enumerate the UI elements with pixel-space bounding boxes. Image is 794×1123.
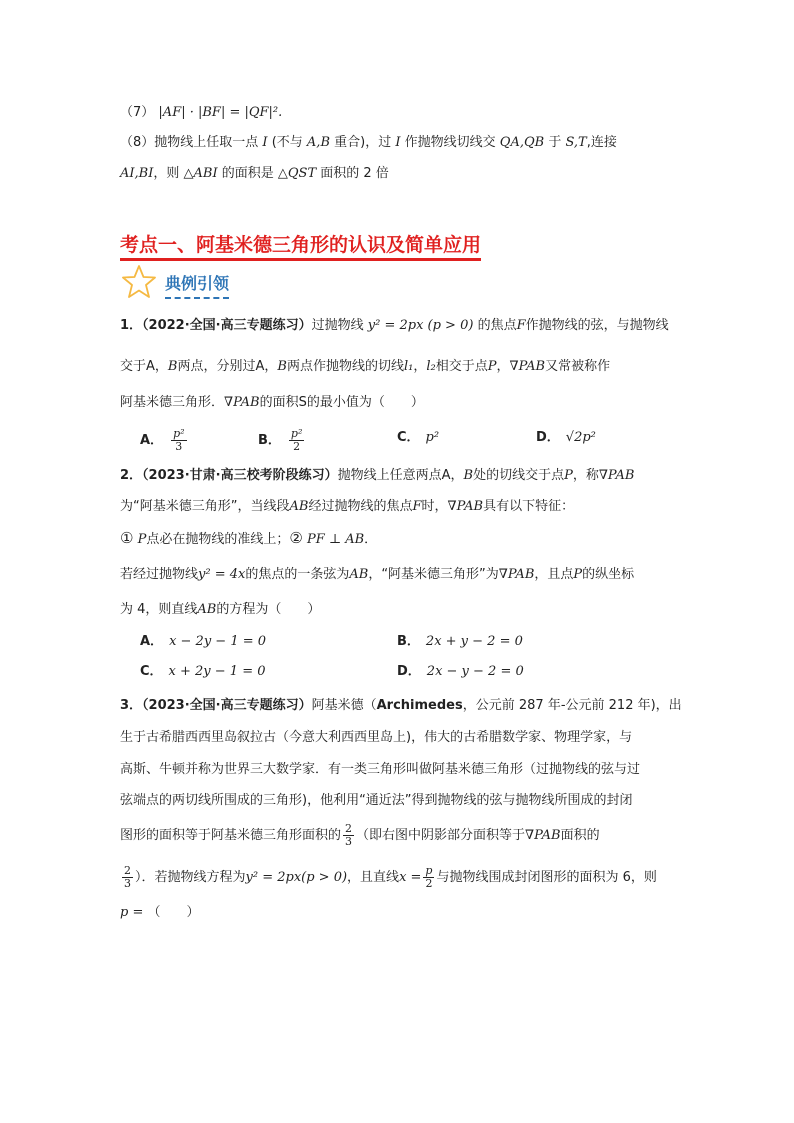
option-letter: B． xyxy=(258,433,281,448)
math: ∇PAB xyxy=(447,499,484,514)
text: 的焦点的一条弦为 xyxy=(245,567,350,582)
star-icon xyxy=(120,264,158,300)
math: PF ⊥ AB xyxy=(306,532,365,547)
text: 为“阿基米德三角形”，当线段 xyxy=(120,499,290,514)
math: AB xyxy=(197,602,217,617)
option-value: 2x + y − 2 = 0 xyxy=(425,634,523,649)
denominator: 3 xyxy=(124,877,131,890)
option-letter: D． xyxy=(397,664,421,679)
math: I xyxy=(262,135,268,150)
math: ∇PAB xyxy=(224,395,260,410)
text: 作抛物线的弦，与抛物线 xyxy=(525,318,669,333)
item-8-line-1 xyxy=(120,133,617,153)
q1-option-d[interactable] xyxy=(536,428,596,448)
text: 又常被称作 xyxy=(545,359,611,374)
q1-option-a[interactable] xyxy=(140,428,189,453)
text: 作抛物线切线交 xyxy=(404,135,496,150)
text: (不与 xyxy=(271,135,303,150)
math: AB xyxy=(289,499,309,514)
text: 两点作抛物线的切线 xyxy=(286,359,404,374)
q2-line-5 xyxy=(120,600,320,620)
math: ∇PAB xyxy=(525,828,561,843)
math: P xyxy=(487,359,497,374)
math: l₁ xyxy=(403,359,414,374)
math: AI,BI xyxy=(120,166,154,181)
option-letter: B． xyxy=(397,634,420,649)
text: ，“阿基米德三角形”为 xyxy=(368,567,499,582)
option-letter: C． xyxy=(140,664,163,679)
q2-line-4 xyxy=(120,565,634,585)
math: p = xyxy=(120,905,144,920)
text: Archimedes xyxy=(376,698,463,713)
text: ，且点 xyxy=(534,567,574,582)
text: 阿基米德（ xyxy=(311,698,377,713)
text: ，则 xyxy=(153,166,180,181)
q2-option-b[interactable] xyxy=(397,632,523,652)
q3-line-1 xyxy=(120,696,682,716)
math: △QST xyxy=(277,166,317,181)
q3-number: 3． xyxy=(120,698,143,713)
math: B xyxy=(167,359,178,374)
math: ∇PAB xyxy=(509,359,546,374)
option-value: x − 2y − 1 = 0 xyxy=(169,634,267,649)
item-8-line-2 xyxy=(120,164,389,184)
numerator: p² xyxy=(290,427,303,440)
text: 面积的 2 倍 xyxy=(320,166,389,181)
sample-label: 典例引领 xyxy=(165,271,229,299)
numerator: p² xyxy=(173,427,185,440)
math: B xyxy=(277,359,287,374)
text: （即右图中阴影部分面积等于 xyxy=(356,828,526,843)
math: I xyxy=(395,135,401,150)
text: 为 4，则直线 xyxy=(120,602,198,617)
option-letter: A． xyxy=(140,433,164,448)
math: ∇PAB xyxy=(498,567,535,582)
text: 过抛物线 xyxy=(311,318,364,333)
option-letter: A． xyxy=(140,634,164,649)
text: （8）抛物线上任取一点 xyxy=(120,135,259,150)
text: ，称 xyxy=(572,468,599,483)
numerator: 2 xyxy=(345,822,353,835)
text: 图形的面积等于阿基米德三角形面积的 xyxy=(120,828,342,843)
item-7-formula: |AF| · |BF| = |QF|². xyxy=(158,105,283,120)
text: ，且直线 xyxy=(347,870,400,885)
option-letter: C． xyxy=(397,430,420,445)
option-value: x + 2y − 1 = 0 xyxy=(168,664,266,679)
q2-option-d[interactable] xyxy=(397,662,524,682)
option-value: √2p² xyxy=(565,430,596,445)
q2-source: （2023·甘肃·高三校考阶段练习） xyxy=(142,468,338,483)
math: ∇PAB xyxy=(598,468,635,483)
denominator: 2 xyxy=(293,440,301,453)
q3-line-6 xyxy=(120,865,657,890)
q1-line-3 xyxy=(120,393,424,413)
text: 与抛物线围成封闭图形的面积为 6，则 xyxy=(436,870,657,885)
text: 重合)，过 xyxy=(334,135,392,150)
fraction xyxy=(171,428,186,453)
q2-number: 2． xyxy=(120,468,143,483)
q1-option-c[interactable] xyxy=(397,428,439,448)
math: F xyxy=(412,499,422,514)
q1-number: 1． xyxy=(120,318,143,333)
option-value: p² xyxy=(425,430,440,445)
text: ）．若抛物线方程为 xyxy=(135,870,246,885)
text: 抛物线上任意两点A， xyxy=(337,468,464,483)
text: 的面积是 xyxy=(221,166,274,181)
math: y² = 2px (p > 0) xyxy=(367,318,474,333)
math: B xyxy=(463,468,474,483)
q1-line-2 xyxy=(120,357,610,377)
text: 点必在抛物线的准线上； xyxy=(146,532,290,547)
denominator: 3 xyxy=(345,835,353,848)
section-title: 考点一、阿基米德三角形的认识及简单应用 xyxy=(120,230,481,261)
text: 交于A， xyxy=(120,359,168,374)
text: ． xyxy=(364,532,378,547)
text: （ ） xyxy=(147,905,200,920)
text: 经过抛物线的焦点 xyxy=(308,499,413,514)
math: F xyxy=(516,318,526,333)
q3-line-3: 高斯、牛顿并称为世界三大数学家．有一类三角形叫做阿基米德三角形（过抛物线的弦与过 xyxy=(120,762,641,777)
q2-line-1 xyxy=(120,466,634,486)
fraction xyxy=(423,865,434,890)
q3-line-2: 生于古希腊西西里岛叙拉古（今意大利西西里岛上)，伟大的古希腊数学家、物理学家，与 xyxy=(120,730,633,745)
q1-option-b[interactable] xyxy=(258,428,306,453)
math: S,T xyxy=(565,135,587,150)
math: P xyxy=(564,468,573,483)
q3-source: （2023·全国·高三专题练习） xyxy=(142,698,312,713)
text: 的面积S的最小值为（ ） xyxy=(259,395,424,410)
math: P xyxy=(137,532,147,547)
circled-number: ② xyxy=(289,529,303,547)
text: ， xyxy=(413,359,427,374)
fraction xyxy=(343,823,354,848)
math: x = xyxy=(399,870,422,885)
math: AB xyxy=(349,567,369,582)
text: 的纵坐标 xyxy=(582,567,635,582)
text: 具有以下特征： xyxy=(483,499,575,514)
denominator: 3 xyxy=(175,440,183,453)
text: 两点，分别过A， xyxy=(177,359,278,374)
math: A,B xyxy=(306,135,330,150)
text: 若经过抛物线 xyxy=(120,567,199,582)
q2-line-2 xyxy=(120,497,574,517)
text: ， xyxy=(496,359,510,374)
numerator: 2 xyxy=(124,864,131,877)
math: △ABI xyxy=(183,166,218,181)
q2-option-a[interactable] xyxy=(140,632,266,652)
q3-line-4: 弦端点的两切线所围成的三角形)，他利用“通近法”得到抛物线的弦与抛物线所围成的封闭 xyxy=(120,793,633,808)
circled-number: ① xyxy=(120,529,134,547)
item-7-number: （7） xyxy=(120,105,155,120)
q1-source: （2022·全国·高三专题练习） xyxy=(142,318,312,333)
text: ，公元前 287 年-公元前 212 年)，出 xyxy=(462,698,682,713)
text: 处的切线交于点 xyxy=(473,468,565,483)
math: QA,QB xyxy=(499,135,545,150)
text: 于 xyxy=(548,135,562,150)
math: P xyxy=(573,567,583,582)
text: 的方程为（ ） xyxy=(216,602,321,617)
text: 面积的 xyxy=(560,828,600,843)
text: 时， xyxy=(421,499,448,514)
text: 相交于点 xyxy=(435,359,488,374)
text: ,连接 xyxy=(586,135,617,150)
fraction xyxy=(289,428,304,453)
denominator: 2 xyxy=(425,877,433,890)
text: 阿基米德三角形． xyxy=(120,395,225,410)
math: y² = 4x xyxy=(198,567,246,582)
option-letter: D． xyxy=(536,430,560,445)
q2-option-c[interactable] xyxy=(140,662,266,682)
option-value: 2x − y − 2 = 0 xyxy=(426,664,524,679)
text: 的焦点 xyxy=(477,318,517,333)
fraction xyxy=(122,865,133,890)
item-7 xyxy=(120,103,282,123)
math: y² = 2px(p > 0) xyxy=(245,870,348,885)
numerator: p xyxy=(425,864,433,877)
q3-line-7 xyxy=(120,903,200,923)
math: l₂ xyxy=(426,359,436,374)
q3-line-5 xyxy=(120,823,600,848)
q2-line-3 xyxy=(120,528,377,550)
q1-line-1 xyxy=(120,316,669,336)
